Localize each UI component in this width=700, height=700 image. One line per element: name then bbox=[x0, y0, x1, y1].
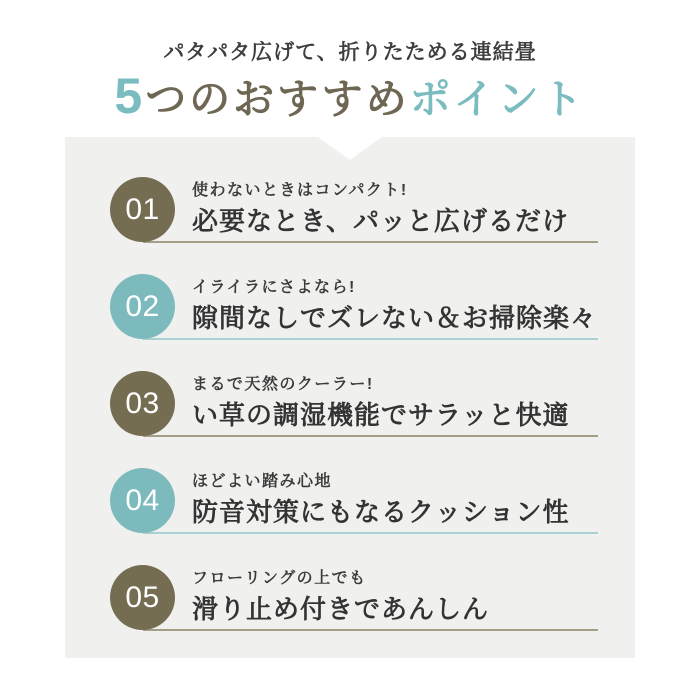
separator-line bbox=[143, 241, 598, 243]
point-texts bbox=[192, 474, 569, 527]
point-label: まるで天然のクーラー! bbox=[192, 376, 374, 393]
title-accent-text: ポイント bbox=[409, 76, 586, 122]
point-item-4 bbox=[110, 468, 598, 533]
point-item-2 bbox=[110, 274, 598, 339]
separator-line bbox=[143, 629, 598, 631]
point-heading: 滑り止め付きであんしん bbox=[192, 594, 490, 624]
separator-line bbox=[143, 338, 598, 340]
point-item-1 bbox=[110, 177, 598, 242]
title-number: 5 bbox=[114, 68, 146, 124]
point-heading: 隙間なしでズレない＆お掃除楽々 bbox=[192, 303, 598, 333]
point-number-badge: 03 bbox=[110, 371, 175, 436]
point-label: フローリングの上でも bbox=[192, 570, 367, 587]
point-item-5 bbox=[110, 565, 598, 630]
point-heading: 必要なとき、パッと広げるだけ bbox=[192, 206, 569, 236]
point-texts bbox=[192, 280, 597, 333]
top-notch-triangle bbox=[318, 137, 382, 160]
point-item-3 bbox=[110, 371, 598, 436]
point-number-badge: 02 bbox=[110, 274, 175, 339]
title-middle-text: つのおすすめ bbox=[145, 76, 410, 122]
point-texts bbox=[192, 377, 569, 430]
banner-subtitle: パタパタ広げて、折りたためる連結畳 bbox=[163, 41, 537, 64]
points-panel bbox=[65, 137, 635, 658]
point-texts bbox=[192, 571, 489, 624]
point-number-badge: 04 bbox=[110, 468, 175, 533]
point-number-badge: 01 bbox=[110, 177, 175, 242]
point-texts bbox=[192, 183, 569, 236]
point-heading: 防音対策にもなるクッション性 bbox=[192, 497, 570, 527]
banner-title bbox=[0, 66, 700, 125]
point-label: 使わないときはコンパクト! bbox=[192, 182, 408, 199]
separator-line bbox=[143, 435, 598, 437]
point-heading: い草の調湿機能でサラッと快適 bbox=[192, 400, 570, 430]
point-label: ほどよい踏み心地 bbox=[192, 473, 333, 490]
point-number-badge: 05 bbox=[110, 565, 175, 630]
separator-line bbox=[143, 532, 598, 534]
point-label: イライラにさよなら! bbox=[192, 279, 356, 296]
